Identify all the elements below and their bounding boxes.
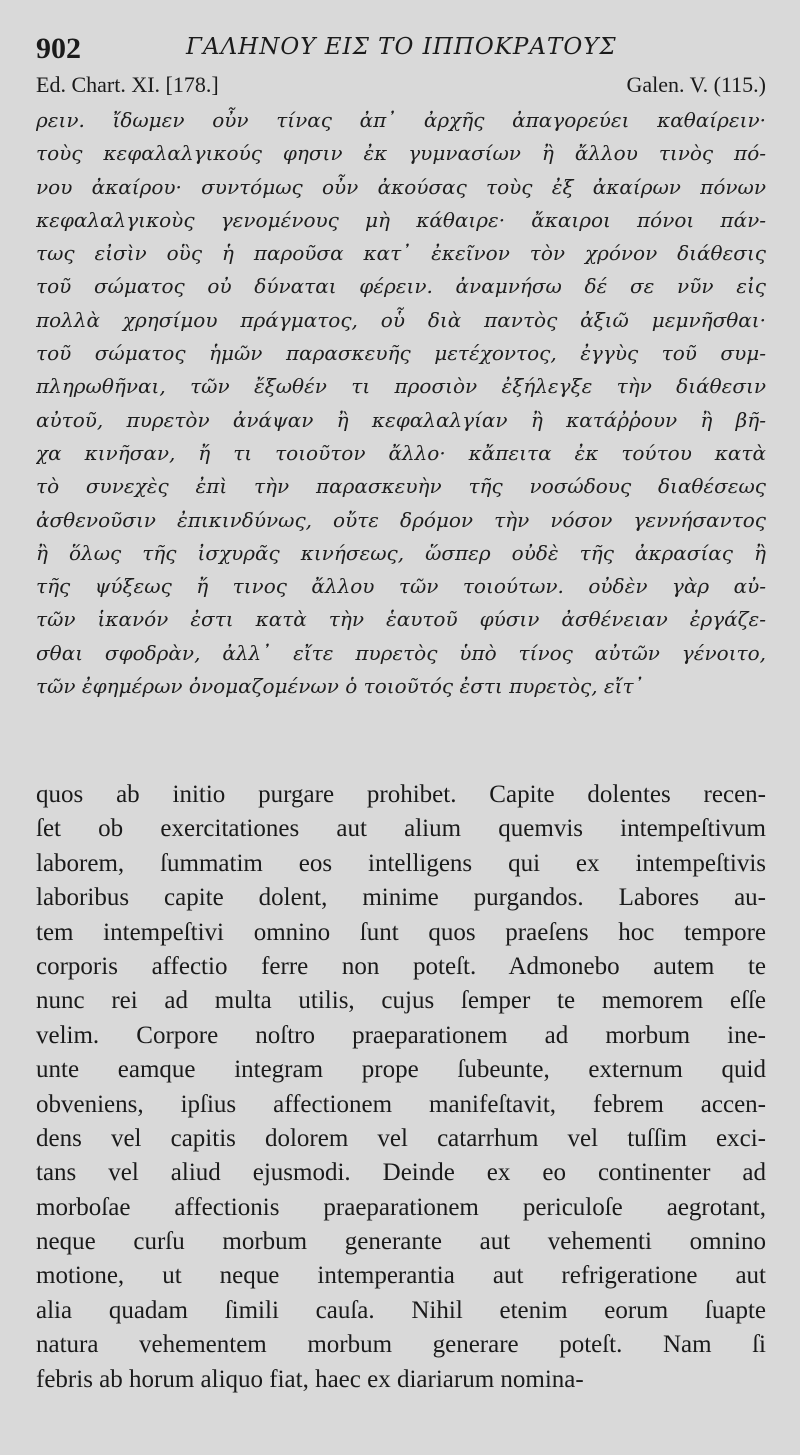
edition-reference-line xyxy=(36,72,766,102)
greek-text-line: τως εἰσὶν οὓς ἡ παροῦσα κατ᾽ ἐκεῖνον τὸν χρόνον διάθεσις xyxy=(36,241,766,266)
latin-text-line: neque curſu morbum generante aut vehementi omnino xyxy=(36,1228,766,1256)
edition-chartier-reference: Ed. Chart. XI. [178.] xyxy=(36,72,219,97)
greek-text-line: χα κινῆσαν, ἤ τι τοιοῦτον ἄλλο· κἄπειτα ἐκ τούτου κατὰ xyxy=(36,440,766,465)
greek-text-line: κεφαλαλγικοὺς γενομένους μὴ κάθαιρε· ἄκαιροι πόνοι πάν- xyxy=(36,207,766,232)
latin-text-line: febris ab horum aliquo fiat, haec ex diariarum nomina- xyxy=(36,1365,584,1393)
latin-text-line: corporis affectio ferre non poteſt. Admonebo autem te xyxy=(36,952,766,980)
greek-text-line: τὸ συνεχὲς ἐπὶ τὴν παρασκευὴν τῆς νοσώδους διαθέσεως xyxy=(36,474,766,499)
greek-text-line: τοὺς κεφαλαλγικούς φησιν ἐκ γυμνασίων ἢ ἄλλου τινὸς πό- xyxy=(36,141,766,166)
greek-text-line: τοῦ σώματος ἡμῶν παρασκευῆς μετέχοντος, ἐγγὺς τοῦ συμ- xyxy=(36,341,766,366)
greek-text-line: τοῦ σώματος οὐ δύναται φέρειν. ἀναμνήσω δέ σε νῦν εἰς xyxy=(36,274,766,299)
greek-text-line: πληρωθῆναι, τῶν ἔξωθέν τι προσιὸν ἐξήλεγξε τὴν διάθεσιν xyxy=(36,374,766,399)
running-title: ΓΑΛΗΝΟΥ ΕΙΣ ΤΟ ΙΠΠΟΚΡΑΤΟΥΣ xyxy=(186,34,617,60)
latin-text-line: laboribus capite dolent, minime purgandos. Labores au- xyxy=(36,884,766,912)
latin-text-line: nunc rei ad multa utilis, cujus ſemper te memorem eſſe xyxy=(36,987,766,1015)
latin-text-line: velim. Corpore noſtro praeparationem ad morbum ine- xyxy=(36,1021,766,1049)
latin-text-line: laborem, ſummatim eos intelligens qui ex intempeſtivis xyxy=(36,849,766,877)
greek-text-line: ἀσθενοῦσιν ἐπικινδύνως, οὔτε δρόμον τὴν νόσον γεννήσαντος xyxy=(36,507,766,532)
latin-text-line: tem intempeſtivi omnino ſunt quos praeſens hoc tempore xyxy=(36,918,766,946)
latin-text-line: alia quadam ſimili cauſa. Nihil etenim eorum ſuapte xyxy=(36,1296,766,1324)
latin-text-line: morboſae affectionis praeparationem periculoſe aegrotant, xyxy=(36,1193,766,1221)
greek-text-line: ρειν. ἴδωμεν οὖν τίνας ἀπ᾽ ἀρχῆς ἀπαγορεύει καθαίρειν· xyxy=(36,108,766,132)
latin-text-line: unte eamque integram prope ſubeunte, externum quid xyxy=(36,1056,766,1084)
greek-text-line: τῶν ἐφημέρων ὀνομαζομένων ὁ τοιοῦτός ἐστι πυρετὸς, εἴτ᾽ xyxy=(36,674,644,699)
latin-text-line: ſet ob exercitationes aut alium quemvis intempeſtivum xyxy=(36,815,766,843)
greek-text-line: αὐτοῦ, πυρετὸν ἀνάψαν ἢ κεφαλαλγίαν ἢ κατάῤῥουν ἢ βῆ- xyxy=(36,407,766,432)
latin-text-line: motione, ut neque intemperantia aut refrigeratione aut xyxy=(36,1262,766,1290)
latin-text-line: natura vehementem morbum generare poteſt. Nam ſi xyxy=(36,1331,766,1359)
greek-text-block xyxy=(36,104,766,703)
greek-text-line: ἢ ὅλως τῆς ἰσχυρᾶς κινήσεως, ὥσπερ οὐδὲ τῆς ἀκρασίας ἢ xyxy=(36,540,766,565)
latin-text-line: quos ab initio purgare prohibet. Capite dolentes recen- xyxy=(36,781,766,808)
greek-text-line: τῶν ἱκανόν ἐστι κατὰ τὴν ἑαυτοῦ φύσιν ἀσθένειαν ἐργάζε- xyxy=(36,607,766,632)
latin-text-line: tans vel aliud ejusmodi. Deinde ex eo continenter ad xyxy=(36,1159,766,1187)
greek-text-line: πολλὰ χρησίμου πράγματος, οὗ διὰ παντὸς ἀξιῶ μεμνῆσθαι· xyxy=(36,307,766,332)
running-head xyxy=(36,28,766,68)
greek-text-line: τῆς ψύξεως ἤ τινος ἄλλου τῶν τοιούτων. οὐδὲν γὰρ αὐ- xyxy=(36,574,766,599)
greek-text-line: νου ἀκαίρου· συντόμως οὖν ἀκούσας τοὺς ἐξ ἀκαίρων πόνων xyxy=(36,174,766,199)
latin-text-line: dens vel capitis dolorem vel catarrhum vel tuſſim exci- xyxy=(36,1124,766,1152)
latin-text-block xyxy=(36,778,766,1397)
greek-text-line: σθαι σφοδρὰν, ἀλλ᾽ εἴτε πυρετὸς ὑπὸ τίνος αὐτῶν γένοιτο, xyxy=(36,640,766,665)
latin-text-line: obveniens, ipſius affectionem manifeſtavit, febrem accen- xyxy=(36,1090,766,1118)
page-number: 902 xyxy=(36,32,81,65)
edition-galen-reference: Galen. V. (115.) xyxy=(626,72,766,97)
